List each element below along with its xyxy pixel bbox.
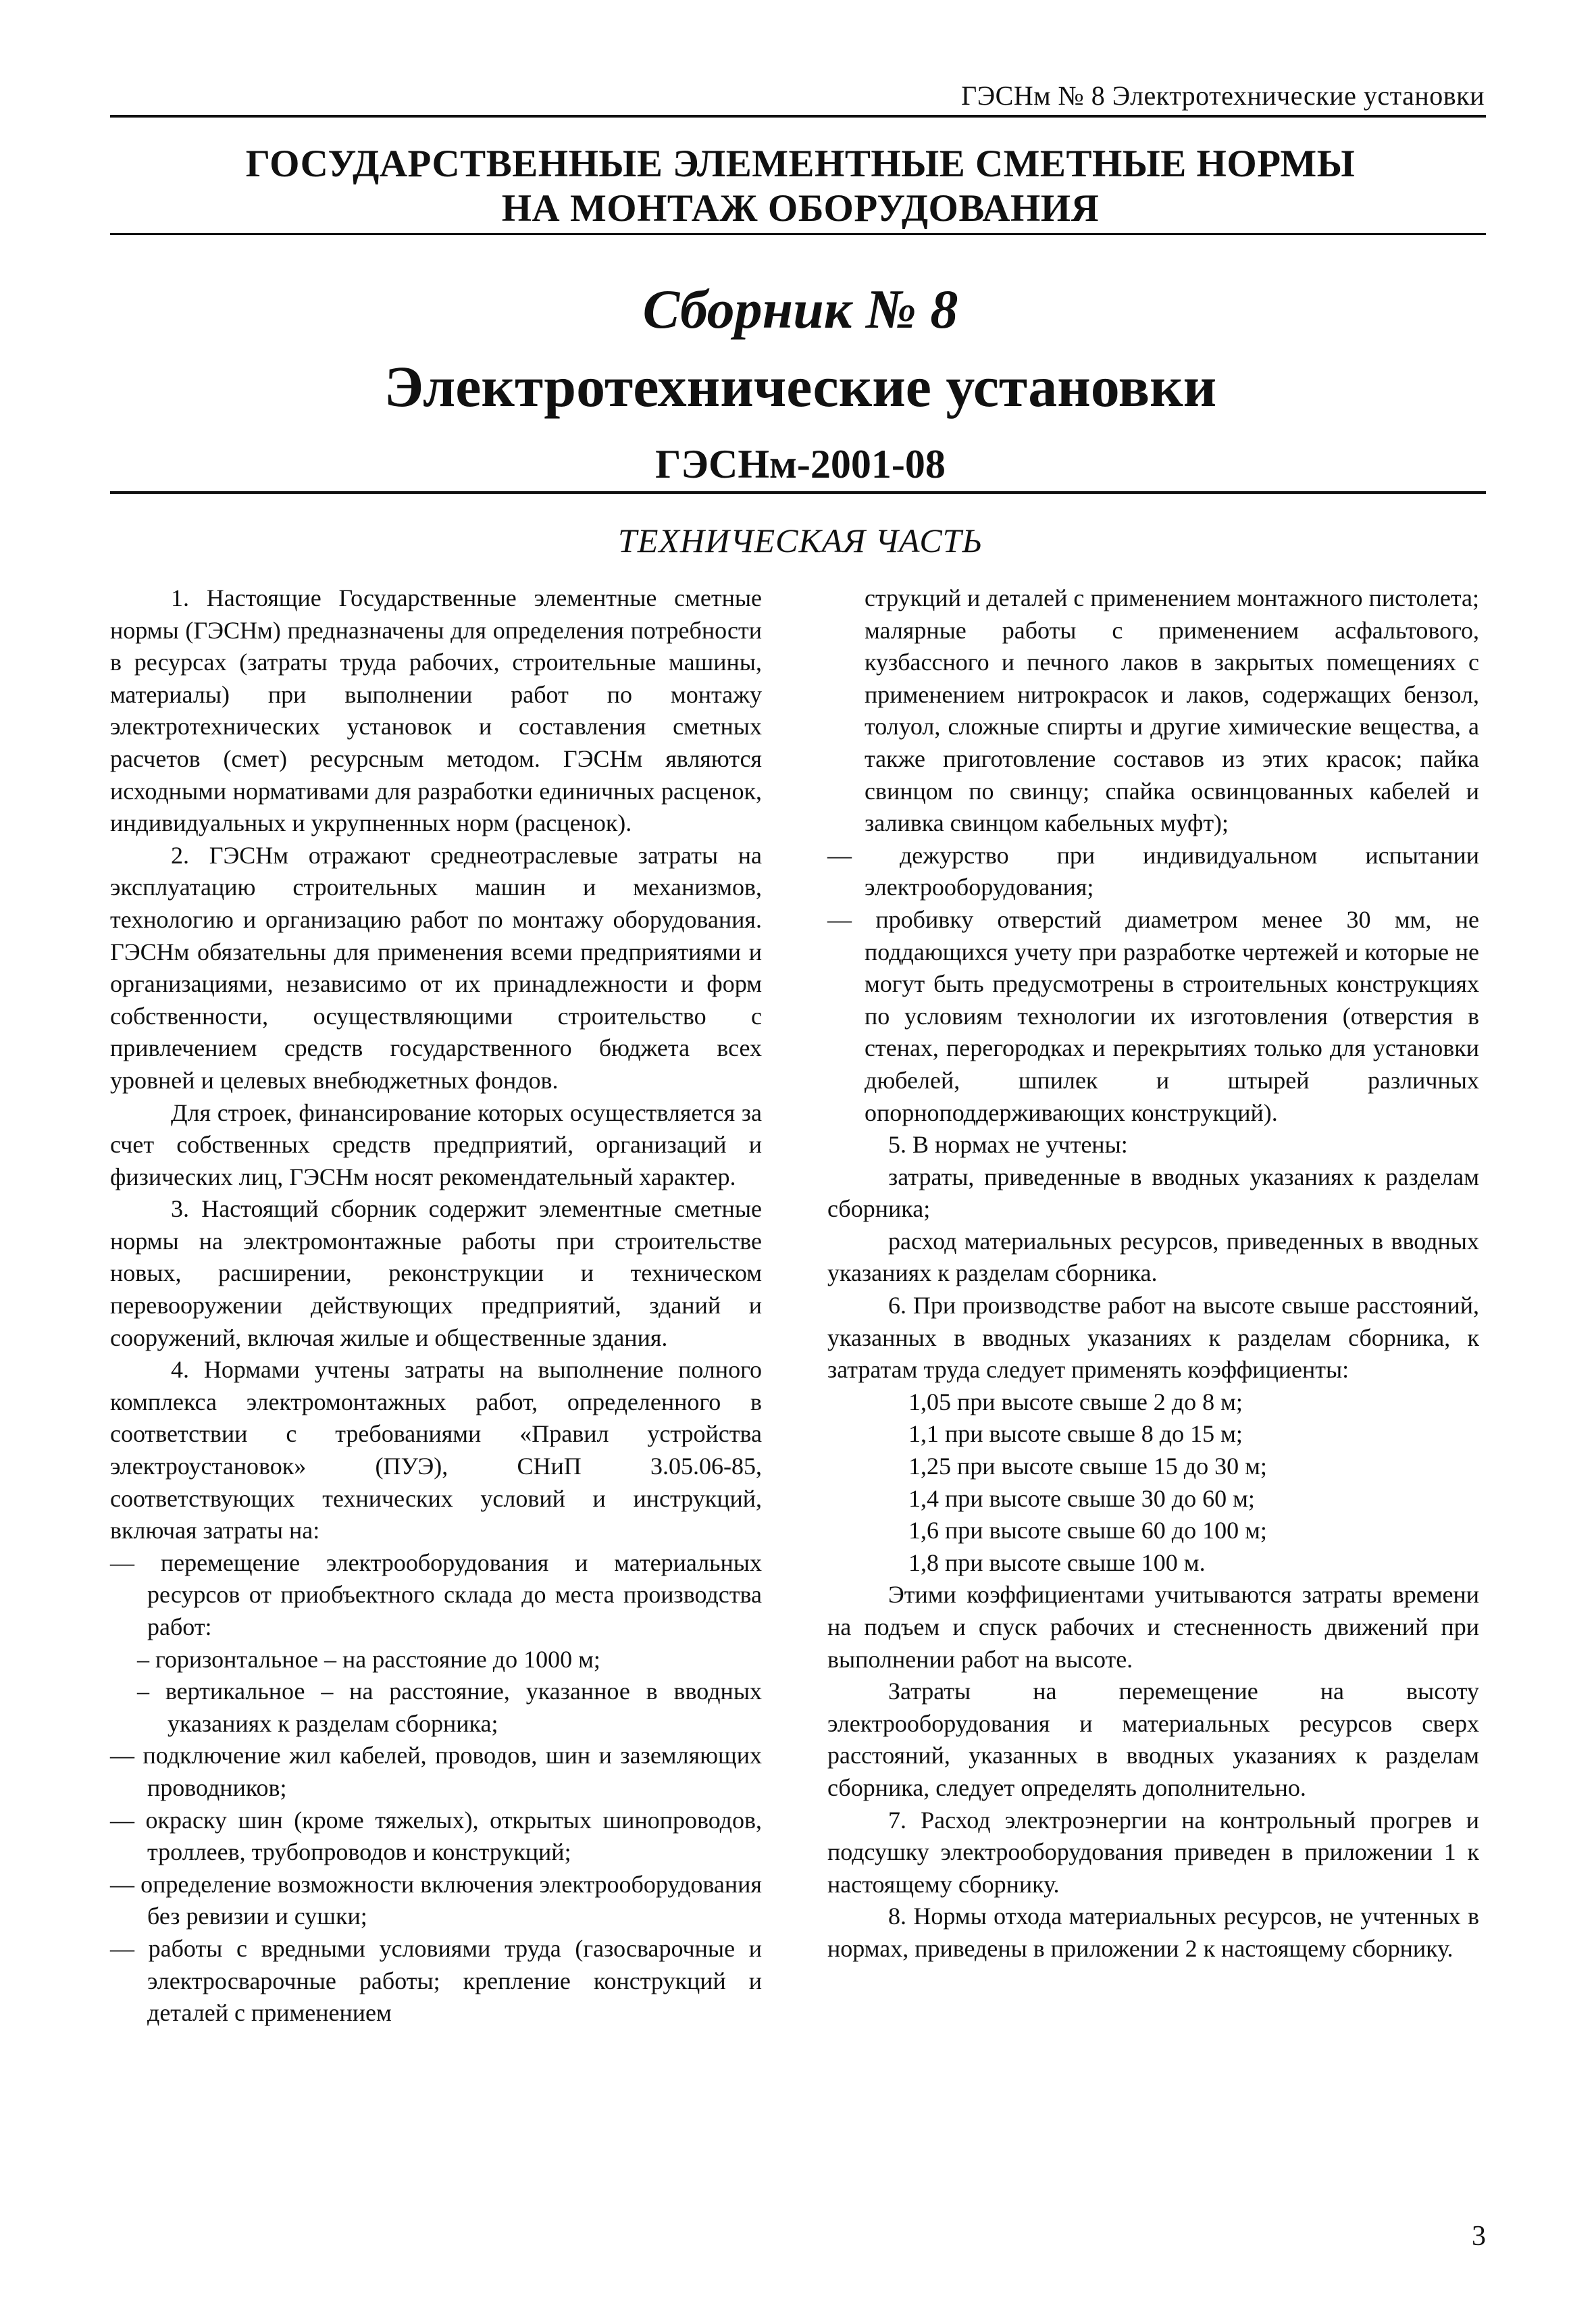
paragraph: 8. Нормы отхода материальных ресурсов, не учтенных в нормах, приведены в приложении 2 к настоящему сборнику. — [827, 1903, 1479, 1962]
left-column — [110, 582, 762, 2030]
main-title-line-2: НА МОНТАЖ ОБОРУДОВАНИЯ — [501, 187, 1100, 230]
running-header: ГЭСНм № 8 Электротехнические установки — [961, 80, 1485, 111]
right-column — [827, 582, 1479, 1965]
coefficient-item: 1,05 при высоте свыше 2 до 8 м; — [908, 1388, 1243, 1415]
paragraph: 7. Расход электроэнергии на контрольный прогрев и подсушку электрооборудования приведен в приложении 1 к настоящему сборнику. — [827, 1806, 1479, 1898]
paragraph: 5. В нормах не учтены: — [888, 1131, 1128, 1159]
paragraph: 4. Нормами учтены затраты на выполнение полного комплекса электромонтажных работ, определенного в соответствии с требованиями «Правил устройства электроустановок» (ПУЭ), СНиП 3.05.06-85, соответствующих технических условий и инструкций, включая затраты на: — [110, 1356, 762, 1544]
page-number: 3 — [1472, 2221, 1486, 2252]
header-rule — [110, 115, 1486, 118]
paragraph: расход материальных ресурсов, приведенных в вводных указаниях к разделам сборника. — [827, 1227, 1479, 1287]
collection-subject: Электротехнические установки — [384, 354, 1217, 419]
list-item: — дежурство при индивидуальном испытании электрооборудования; — [827, 841, 1479, 901]
list-item-continuation: струкций и деталей с применением монтажного пистолета; малярные работы с применением асфальтового, кузбассного и печного лаков в закрытых помещениях с применением нитрокрасок и лаков, содержащих бензол, толуол, сложные спирты и другие химические вещества, а также приготовление составов из этих красок; пайка свинцом по свинцу; спайка освинцованных кабелей и заливка свинцом кабельных муфт); — [865, 584, 1479, 837]
paragraph: 1. Настоящие Государственные элементные сметные нормы (ГЭСНм) предназначены для определения потребности в ресурсах (затраты труда рабочих, строительные машины, материалы) при выполнении работ по монтажу электротехнических установок и составления сметных расчетов (смет) ресурсным методом. ГЭСНм являются исходными нормативами для разработки единичных расценок, индивидуальных и укрупненных норм (расценок). — [110, 584, 762, 837]
paragraph: 6. При производстве работ на высоте свыше расстояний, указанных в вводных указаниях к разделам сборника, к затратам труда следует применять коэффициенты: — [827, 1292, 1479, 1384]
section-title: ТЕХНИЧЕСКАЯ ЧАСТЬ — [618, 522, 983, 559]
paragraph: затраты, приведенные в вводных указаниях к разделам сборника; — [827, 1163, 1479, 1223]
list-item: — окраску шин (кроме тяжелых), открытых шинопроводов, троллеев, трубопроводов и конструкций; — [110, 1806, 762, 1866]
coefficient-item: 1,4 при высоте свыше 30 до 60 м; — [908, 1484, 1255, 1512]
sub-list-item: – горизонтальное – на расстояние до 1000 м; — [137, 1645, 600, 1673]
list-item: — подключение жил кабелей, проводов, шин и заземляющих проводников; — [110, 1742, 762, 1801]
title-rule — [110, 233, 1486, 235]
paragraph: Затраты на перемещение на высоту электрооборудования и материальных ресурсов сверх расстояний, указанных в вводных указаниях к разделам сборника, следует определять дополнительно. — [827, 1678, 1479, 1801]
paragraph: 3. Настоящий сборник содержит элементные сметные нормы на электромонтажные работы при строительстве новых, расширении, реконструкции и техническом перевооружении действующих предприятий, зданий и сооружений, включая жилые и общественные здания. — [110, 1195, 762, 1351]
document-code: ГЭСНм-2001-08 — [655, 442, 946, 486]
list-item: — пробивку отверстий диаметром менее 30 мм, не поддающихся учету при разработке чертежей и которые не могут быть предусмотрены в строительных конструкциях по условиям технологии их изготовления (отверстия в стенах, перегородках и перекрытиях только для установки дюбелей, шпилек и штырей различных опорноподдерживающих конструкций). — [827, 905, 1479, 1126]
main-title — [128, 142, 1472, 231]
sub-list-item: – вертикальное – на расстояние, указанное в вводных указаниях к разделам сборника; — [137, 1678, 762, 1737]
coefficient-item: 1,6 при высоте свыше 60 до 100 м; — [908, 1517, 1267, 1544]
paragraph: 2. ГЭСНм отражают среднеотраслевые затраты на эксплуатацию строительных машин и механизмов, технологию и организацию работ по монтажу оборудования. ГЭСНм обязательны для применения всеми предприятиями и организациями, независимо от их принадлежности и форм собственности, осуществляющими строительство с привлечением средств государственного бюджета всех уровней и целевых внебюджетных фондов. — [110, 841, 762, 1094]
paragraph: Для строек, финансирование которых осуществляется за счет собственных средств предприятий, организаций и физических лиц, ГЭСНм носят рекомендательный характер. — [110, 1099, 762, 1190]
list-item: — перемещение электрооборудования и материальных ресурсов от приобъектного склада до места производства работ: — [110, 1549, 762, 1640]
collection-title: Сборник № 8 — [642, 278, 958, 340]
coefficient-item: 1,8 при высоте свыше 100 м. — [908, 1549, 1206, 1576]
code-rule — [110, 491, 1486, 494]
coefficient-item: 1,1 при высоте свыше 8 до 15 м; — [908, 1420, 1243, 1448]
main-title-line-1: ГОСУДАРСТВЕННЫЕ ЭЛЕМЕНТНЫЕ СМЕТНЫЕ НОРМЫ — [245, 143, 1356, 185]
list-item: — определение возможности включения электрооборудования без ревизии и сушки; — [110, 1870, 762, 1930]
list-item: — работы с вредными условиями труда (газосварочные и электросварочные работы; крепление конструкций и деталей с применением — [110, 1934, 762, 2027]
coefficient-item: 1,25 при высоте свыше 15 до 30 м; — [908, 1453, 1267, 1480]
paragraph: Этими коэффициентами учитываются затраты времени на подъем и спуск рабочих и стесненность движений при выполнении работ на высоте. — [827, 1581, 1479, 1673]
